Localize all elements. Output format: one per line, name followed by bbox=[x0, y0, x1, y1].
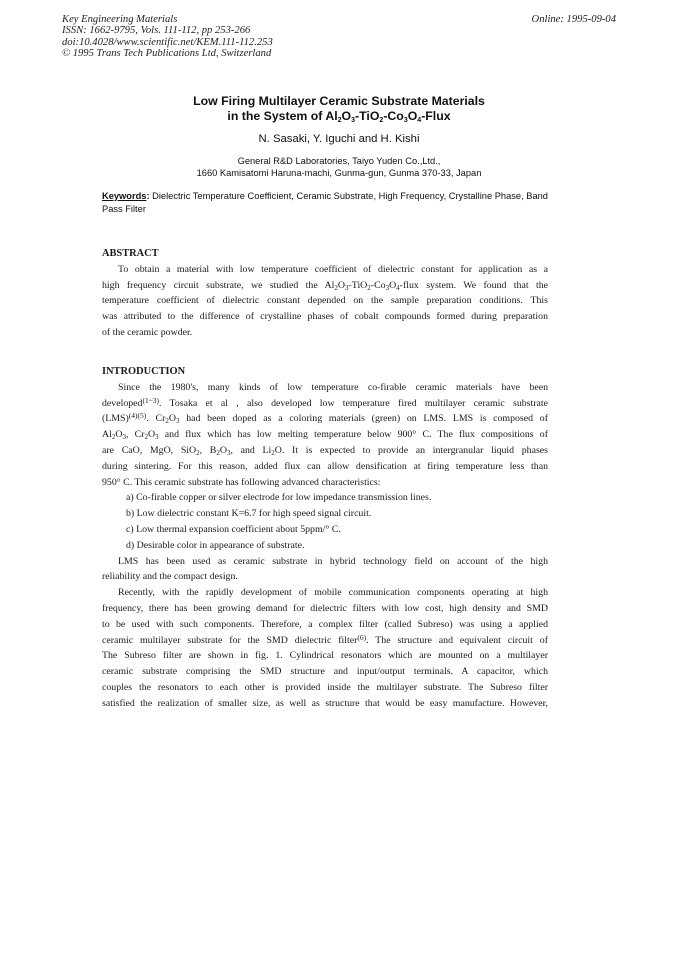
abstract-line: was attributed to the difference of crystalline phases of cobalt compounds formed during preparation bbox=[102, 311, 548, 323]
intro-line: are CaO, MgO, SiO$_2$, $B_2O_3$, and $Li_2O$. It is expected to provide an intergranular liquid phases bbox=[102, 444, 549, 457]
doi-line: doi:10.4028/www.scientific.net/KEM.111-112.253 bbox=[62, 36, 273, 48]
keywords-text: Dielectric Temperature Coefficient, Ceramic Substrate, High Frequency, Crystalline Phase, Band Pass Filter bbox=[102, 191, 548, 214]
abstract-line: temperature coefficient of dielectric constant depended on the sample preparation conditions. This bbox=[102, 295, 548, 307]
intro-line: (LMS)$^{(4)(5)}$. $Cr_2O_3$ had been doped as a coloring materials (green) on LMS. LMS is composed of bbox=[102, 411, 548, 426]
characteristic-item: d) Desirable color in appearance of substrate. bbox=[126, 539, 305, 551]
intro-line: developed$^{(1\sim 3)}$. Tosaka et al , also developed low temperature fired multilayer ceramic substrate bbox=[102, 395, 548, 409]
journal-header bbox=[62, 14, 273, 60]
citation: (6) bbox=[357, 632, 367, 642]
intro-line: frequency, there has been growing demand for dielectric filters with low cost, high density and SMD bbox=[102, 602, 548, 614]
introduction-heading: INTRODUCTION bbox=[102, 366, 186, 377]
paper-title-line2: in the System of $Al_2O_3-TiO_2-Co_3O_4$-Flux bbox=[227, 109, 451, 124]
intro-line: LMS has been used as ceramic substrate in hybrid technology field on account of the high bbox=[118, 555, 548, 567]
online-date: Online: 1995-09-04 bbox=[531, 14, 616, 25]
intro-line: ceramic multilayer substrate for the SMD dielectric filter$^{(6)}$. The structure and equivalent circuit of bbox=[102, 632, 548, 646]
authors: N. Sasaki, Y. Iguchi and H. Kishi bbox=[258, 133, 420, 145]
issn-line: ISSN: 1662-9795, Vols. 111-112, pp 253-266 bbox=[62, 25, 251, 37]
keywords-label: Keywords bbox=[102, 191, 147, 201]
characteristic-item: a) Co-firable copper or silver electrode for low impedance transmission lines. bbox=[126, 492, 432, 504]
keywords: Keywords: Dielectric Temperature Coefficient, Ceramic Substrate, High Frequency, Crystalline Phase, Band Pass Filter bbox=[102, 191, 548, 214]
intro-line: $Al_2O_3$, $Cr_2O_3$ and flux which has low melting temperature below 900° C. The flux compositions of bbox=[102, 429, 549, 442]
abstract-line: high frequency circuit substrate, we studied the $Al_2O_3-TiO_2-Co_3O_4$-flux system. We found that the bbox=[102, 279, 548, 292]
affiliation-line1: General R&D Laboratories, Taiyo Yuden Co.,Ltd., bbox=[237, 156, 441, 166]
intro-line: to be used with such components. Therefore, a complex filter (called Subreso) was using a applied bbox=[102, 618, 548, 630]
abstract-line: To obtain a material with low temperature coefficient of dielectric constant for application as a bbox=[118, 263, 548, 275]
characteristic-item: b) Low dielectric constant K=6.7 for high speed signal circuit. bbox=[126, 508, 372, 520]
citation: (4)(5) bbox=[128, 411, 147, 421]
journal-name: Key Engineering Materials bbox=[62, 14, 178, 25]
intro-line: reliability and the compact design. bbox=[102, 571, 238, 583]
abstract-heading: ABSTRACT bbox=[102, 248, 159, 259]
intro-line: Recently, with the rapidly development of mobile communication components operating at high bbox=[118, 587, 548, 599]
intro-line: couples the resonators to each other is provided inside the multilayer substrate. The Subreso filter bbox=[102, 681, 548, 693]
intro-line: 950° C. This ceramic substrate has following advanced characteristics: bbox=[102, 476, 381, 488]
characteristic-item: c) Low thermal expansion coefficient about 5ppm/° C. bbox=[126, 523, 341, 535]
abstract-section bbox=[102, 246, 548, 341]
paper-title-line1: Low Firing Multilayer Ceramic Substrate Materials bbox=[193, 94, 485, 108]
intro-line: during sintering. For this reason, added flux can allow densification at firing temperature less than bbox=[102, 460, 548, 472]
intro-line: ceramic substrate comprising the SMD structure and input/output terminals. A capacitor, which bbox=[102, 666, 548, 678]
intro-line: satisfied the realization of smaller size, as well as structure that would be easy manufacture. However, bbox=[102, 697, 548, 709]
citation: (1~3) bbox=[142, 395, 160, 405]
copyright-line: © 1995 Trans Tech Publications Ltd, Switzerland bbox=[62, 48, 272, 60]
abstract-line: of the ceramic powder. bbox=[102, 326, 193, 338]
introduction-section bbox=[102, 364, 548, 712]
affiliation-line2: 1660 Kamisatomi Haruna-machi, Gunma-gun, Gunma 370-33, Japan bbox=[196, 168, 482, 178]
intro-line: The Subreso filter are shown in fig. 1. Cylindrical resonators which are mounted on a multilayer bbox=[102, 650, 548, 662]
intro-line: Since the 1980's, many kinds of low temperature co-firable ceramic materials have been bbox=[118, 381, 548, 393]
